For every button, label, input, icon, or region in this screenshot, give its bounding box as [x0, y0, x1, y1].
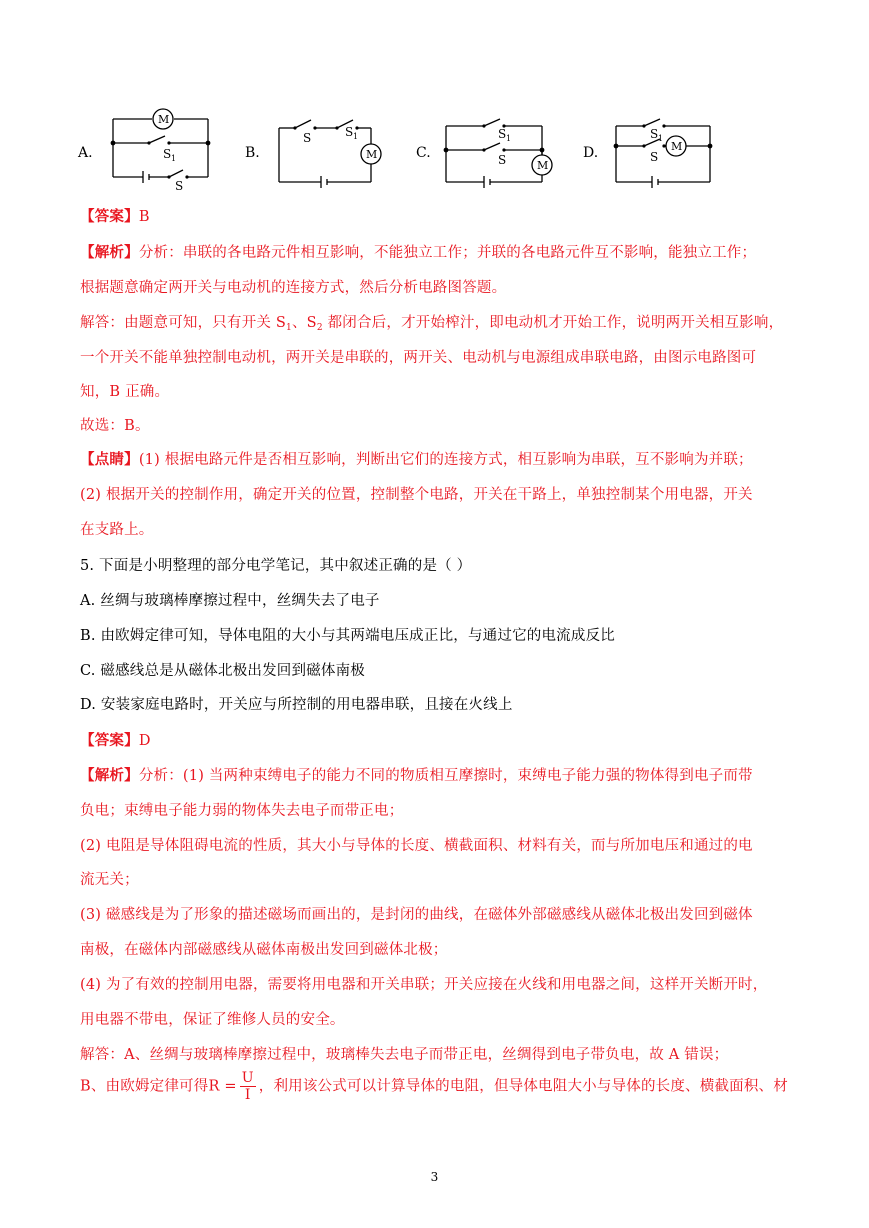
q4-comment-line-3: 在支路上。 [80, 522, 154, 538]
q5-stem: 5. 下面是小明整理的部分电学笔记，其中叙述正确的是（ ） [80, 558, 472, 574]
answer-value: D [138, 733, 151, 749]
switch-s1-label: S [345, 125, 354, 139]
q4-solution-line-2: 一个开关不能单独控制电动机，两开关是串联的，两开关、电动机与电源组成串联电路，由图示电路图可 [80, 350, 757, 366]
answer-tag: 【答案】 [80, 732, 139, 749]
analysis-text: 分析：(1) 当两种束缚电子的能力不同的物质相互摩擦时，束缚电子能力强的物体得到电子而带 [138, 768, 753, 784]
switch-s1-subscript: 1 [171, 154, 177, 163]
switch-s1-subscript: 1 [506, 134, 512, 143]
motor-label: M [671, 140, 683, 153]
q5-option-c: C. 磁感线总是从磁体北极出发回到磁体南极 [80, 663, 365, 679]
motor-label: M [158, 113, 170, 126]
option-c-label: C. [416, 145, 431, 161]
q5-analysis-line-8: 用电器不带电，保证了维修人员的安全。 [80, 1012, 345, 1028]
circuit-diagram-b [275, 110, 385, 190]
subscript: 1 [286, 323, 292, 333]
q4-solution-line-1 [80, 311, 783, 333]
solution-text: 解答：由题意可知，只有开关 S [80, 315, 287, 331]
comment-tag: 【点睛】 [80, 451, 139, 468]
q5-analysis-line-5: (3) 磁感线是为了形象的描述磁场而画出的，是封闭的曲线，在磁体外部磁感线从磁体北极出发回到磁体 [80, 907, 753, 923]
q5-answer-line [80, 729, 151, 750]
analysis-text: 分析：串联的各电路元件相互影响，不能独立工作；并联的各电路元件互不影响，能独立工作； [138, 245, 757, 261]
solution-text: ，利用该公式可以计算导体的电阻，但导体电阻大小与导体的长度、横截面积、材 [258, 1078, 788, 1095]
q4-choice-line: 故选：B。 [80, 418, 150, 434]
q4-solution-line-3: 知，B 正确。 [80, 384, 170, 400]
answer-value: B [138, 209, 150, 225]
q5-analysis-line-2: 负电；束缚电子能力弱的物体失去电子而带正电； [80, 803, 404, 819]
switch-s1-subscript: 1 [658, 134, 664, 143]
option-a-label: A. [78, 145, 93, 161]
option-b-label: B. [245, 145, 260, 161]
formula-numerator: U [241, 1070, 254, 1086]
circuit-diagram-a [105, 105, 215, 193]
switch-s1-label: S [650, 127, 659, 141]
switch-s1-label: S [498, 127, 507, 141]
q5-analysis-line-4: 流无关； [80, 872, 139, 888]
solution-text: 、S [291, 315, 317, 331]
option-d-label: D. [583, 145, 599, 161]
q5-option-d: D. 安装家庭电路时，开关应与所控制的用电器串联，且接在火线上 [80, 697, 513, 713]
q5-analysis-line-7: (4) 为了有效的控制用电器，需要将用电器和开关串联；开关应接在火线和用电器之间，这样开关断开时， [80, 977, 768, 993]
motor-label: M [537, 159, 549, 172]
q5-analysis-line-6: 南极，在磁体内部磁感线从磁体南极出发回到磁体北极； [80, 942, 448, 958]
subscript: 2 [316, 323, 323, 333]
q5-solution-line-1: 解答：A、丝绸与玻璃棒摩擦过程中，玻璃棒失去电子而带正电，丝绸得到电子带负电，故 A 错误； [80, 1047, 729, 1063]
q4-comment-line-1 [80, 448, 753, 469]
solution-text: 都闭合后，才开始榨汁，即电动机才开始工作，说明两开关相互影响， [322, 315, 784, 331]
formula-fraction [240, 1070, 256, 1103]
formula-denominator: I [244, 1087, 251, 1103]
q4-comment-line-2: (2) 根据开关的控制作用，确定开关的位置，控制整个电路，开关在干路上，单独控制某个用电器，开关 [80, 487, 753, 503]
q4-analysis-line-2: 根据题意确定两开关与电动机的连接方式，然后分析电路图答题。 [80, 280, 507, 296]
switch-s-label: S [650, 150, 659, 164]
q5-option-a: A. 丝绸与玻璃棒摩擦过程中，丝绸失去了电子 [80, 593, 380, 609]
circuit-diagram-c [440, 110, 555, 190]
switch-s-label: S [175, 179, 184, 193]
switch-s1-label: S [163, 147, 172, 161]
page-number: 3 [430, 1170, 439, 1184]
solution-text: B、由欧姆定律可得 [80, 1078, 209, 1095]
q4-answer-line [80, 205, 150, 226]
switch-s1-subscript: 1 [353, 132, 359, 141]
circuit-diagram-d [610, 110, 720, 190]
answer-tag: 【答案】 [80, 208, 139, 225]
q5-analysis-line-1 [80, 764, 753, 785]
q5-option-b: B. 由欧姆定律可知，导体电阻的大小与其两端电压成正比，与通过它的电流成反比 [80, 628, 615, 644]
q5-solution-line-2 [80, 1070, 788, 1103]
comment-text: (1) 根据电路元件是否相互影响，判断出它们的连接方式，相互影响为串联，互不影响为并联； [138, 452, 753, 468]
switch-s-label: S [498, 153, 507, 167]
q5-analysis-line-3: (2) 电阻是导体阻碍电流的性质，其大小与导体的长度、横截面积、材料有关，而与所加电压和通过的电 [80, 838, 753, 854]
analysis-tag: 【解析】 [80, 767, 139, 784]
motor-label: M [366, 148, 378, 161]
switch-s-label: S [303, 131, 312, 145]
q4-analysis-line [80, 241, 756, 262]
formula-lhs: R = [208, 1078, 237, 1095]
analysis-tag: 【解析】 [80, 244, 139, 261]
